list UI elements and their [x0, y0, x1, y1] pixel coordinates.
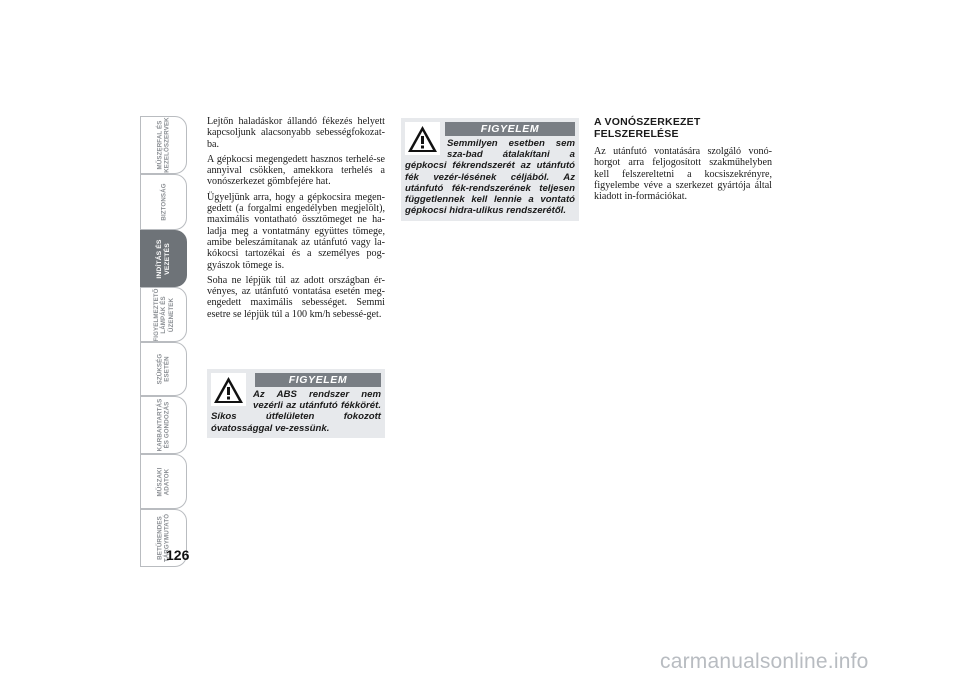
tab-label: BETŰRENDES TÁRGYMUTATÓ — [156, 513, 171, 563]
tab-label: KARBANTARTÁS ÉS GONDOZÁS — [156, 398, 171, 452]
tab-label: FIGYELMEZTETŐ LÁMPÁK ÉS ÜZENETEK — [152, 287, 175, 342]
tab-muszaki[interactable] — [140, 454, 187, 509]
tab-figyelmezteto[interactable] — [140, 287, 187, 342]
page-number: 126 — [166, 547, 190, 563]
warning-box-abs — [207, 369, 385, 438]
warning-title: FIGYELEM — [255, 373, 381, 387]
tab-karbantartas[interactable] — [140, 396, 187, 454]
section-heading: A VONÓSZERKEZET FELSZERELÉSE — [594, 116, 701, 140]
warning-box-brake — [401, 118, 579, 221]
warning-text: Semmilyen esetben sem sza-bad átalakítani a gépkocsi fékrendszerét az utánfutó fék vezér-lésének céljából. Az utánfutó fék-rendszerének teljesen függetlennek kell lennie a vontató gépkocsi hidra-ulikus rendszerétől. — [405, 138, 575, 217]
warning-text: Az ABS rendszer nem vezérli az utánfutó fékkörét. Síkos útfelületen fokozott óvatossággal ve-zessünk. — [211, 389, 381, 434]
tab-label: SZÜKSÉG ESETÉN — [156, 353, 171, 385]
tab-inditas-active[interactable] — [140, 230, 187, 287]
tab-label: MŰSZERFAL ÉS KEZELŐSZERVEK — [156, 117, 171, 173]
warning-text-wrap — [211, 389, 381, 434]
tab-biztonsag[interactable] — [140, 174, 187, 230]
tab-label: BIZTONSÁG — [159, 183, 167, 221]
paragraph: Ügyeljünk arra, hogy a gépkocsira megen-gedett (a forgalmi engedélyben megjelölt), maximális vontatható össztömeget ne ha-ladja meg a vontatmány együttes tömege, amibe beleszámítanak az utánfutó vagy la-kókocsi tartozékai és a személyes pog-gyászok tömege is. — [207, 191, 385, 271]
paragraph: Az utánfutó vontatására szolgáló vonó-horgot arra feljogosított szakműhelyben kell felszereltetni a kocsiszekrényre, figyelembe véve a szerkezet gyártója által kiadott in-formációkat. — [594, 146, 772, 203]
body-column-1 — [207, 116, 385, 324]
tab-szukseg[interactable] — [140, 342, 187, 396]
tab-label: INDÍTÁS ÉS VEZETÉS — [155, 238, 171, 279]
tab-label: MŰSZAKI ADATOK — [156, 467, 171, 496]
paragraph: Lejtőn haladáskor állandó fékezés helyett kapcsoljunk alacsonyabb sebességfokozat-ba. — [207, 116, 385, 150]
warning-title: FIGYELEM — [445, 122, 575, 136]
paragraph: Soha ne lépjük túl az adott országban ér-vényes, az utánfutó vontatása esetén meg-engedett maximális sebességet. Semmi esetre se lépjük túl a 100 km/h sebessé-get. — [207, 274, 385, 320]
tab-muszerfal[interactable] — [140, 116, 187, 174]
footer-watermark: carmanualsonline.info — [660, 650, 869, 673]
body-column-4 — [594, 116, 772, 206]
paragraph: A gépkocsi megengedett hasznos terhelé-se annyival csökken, amekkora terhelés a vonószerkezet gömbfejére hat. — [207, 153, 385, 188]
warning-text-wrap — [405, 138, 575, 216]
